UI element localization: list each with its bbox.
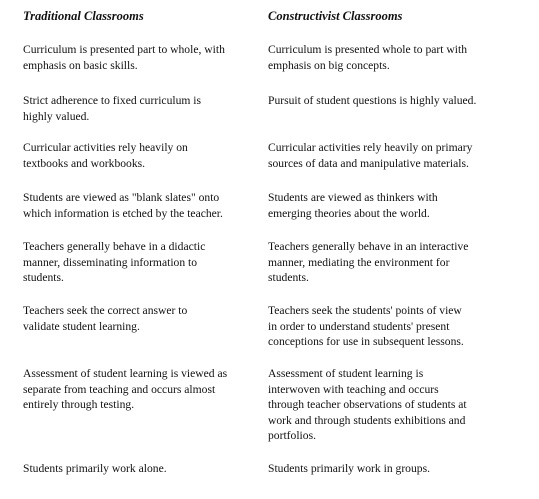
constructivist-curriculum-text: Curriculum is presented whole to part with emphasis on big concepts. <box>268 43 467 72</box>
traditional-students-view-text: Students are viewed as "blank slates" onto which information is etched by the teacher. <box>23 191 223 220</box>
traditional-adherence-text: Strict adherence to fixed curriculum is highly valued. <box>23 94 202 123</box>
traditional-assessment-text: Assessment of student learning is viewed as separate from teaching and occurs almost entirely through testing. <box>23 367 228 411</box>
constructivist-points-of-view-text: Teachers seek the students' points of view in order to understand students' present conceptions for use in subsequent lessons. <box>268 304 464 348</box>
traditional-column-header: Traditional Classrooms <box>23 9 144 23</box>
constructivist-activities-text: Curricular activities rely heavily on primary sources of data and manipulative materials. <box>268 141 473 170</box>
traditional-curriculum-text: Curriculum is presented part to whole, with emphasis on basic skills. <box>23 43 225 72</box>
traditional-teacher-behavior-text: Teachers generally behave in a didactic manner, disseminating information to students. <box>23 240 206 284</box>
constructivist-assessment-text: Assessment of student learning is interwoven with teaching and occurs through teacher observations of students at work and through students exhibitions and portfolios. <box>268 367 467 442</box>
constructivist-students-view-text: Students are viewed as thinkers with emerging theories about the world. <box>268 191 438 220</box>
constructivist-teacher-behavior-text: Teachers generally behave in an interactive manner, mediating the environment for students. <box>268 240 469 284</box>
constructivist-questions-text: Pursuit of student questions is highly valued. <box>268 94 477 107</box>
traditional-work-mode-text: Students primarily work alone. <box>23 462 167 475</box>
traditional-activities-text: Curricular activities rely heavily on textbooks and workbooks. <box>23 141 188 170</box>
constructivist-work-mode-text: Students primarily work in groups. <box>268 462 430 475</box>
traditional-correct-answer-text: Teachers seek the correct answer to validate student learning. <box>23 304 188 333</box>
constructivist-column-header: Constructivist Classrooms <box>268 9 403 23</box>
